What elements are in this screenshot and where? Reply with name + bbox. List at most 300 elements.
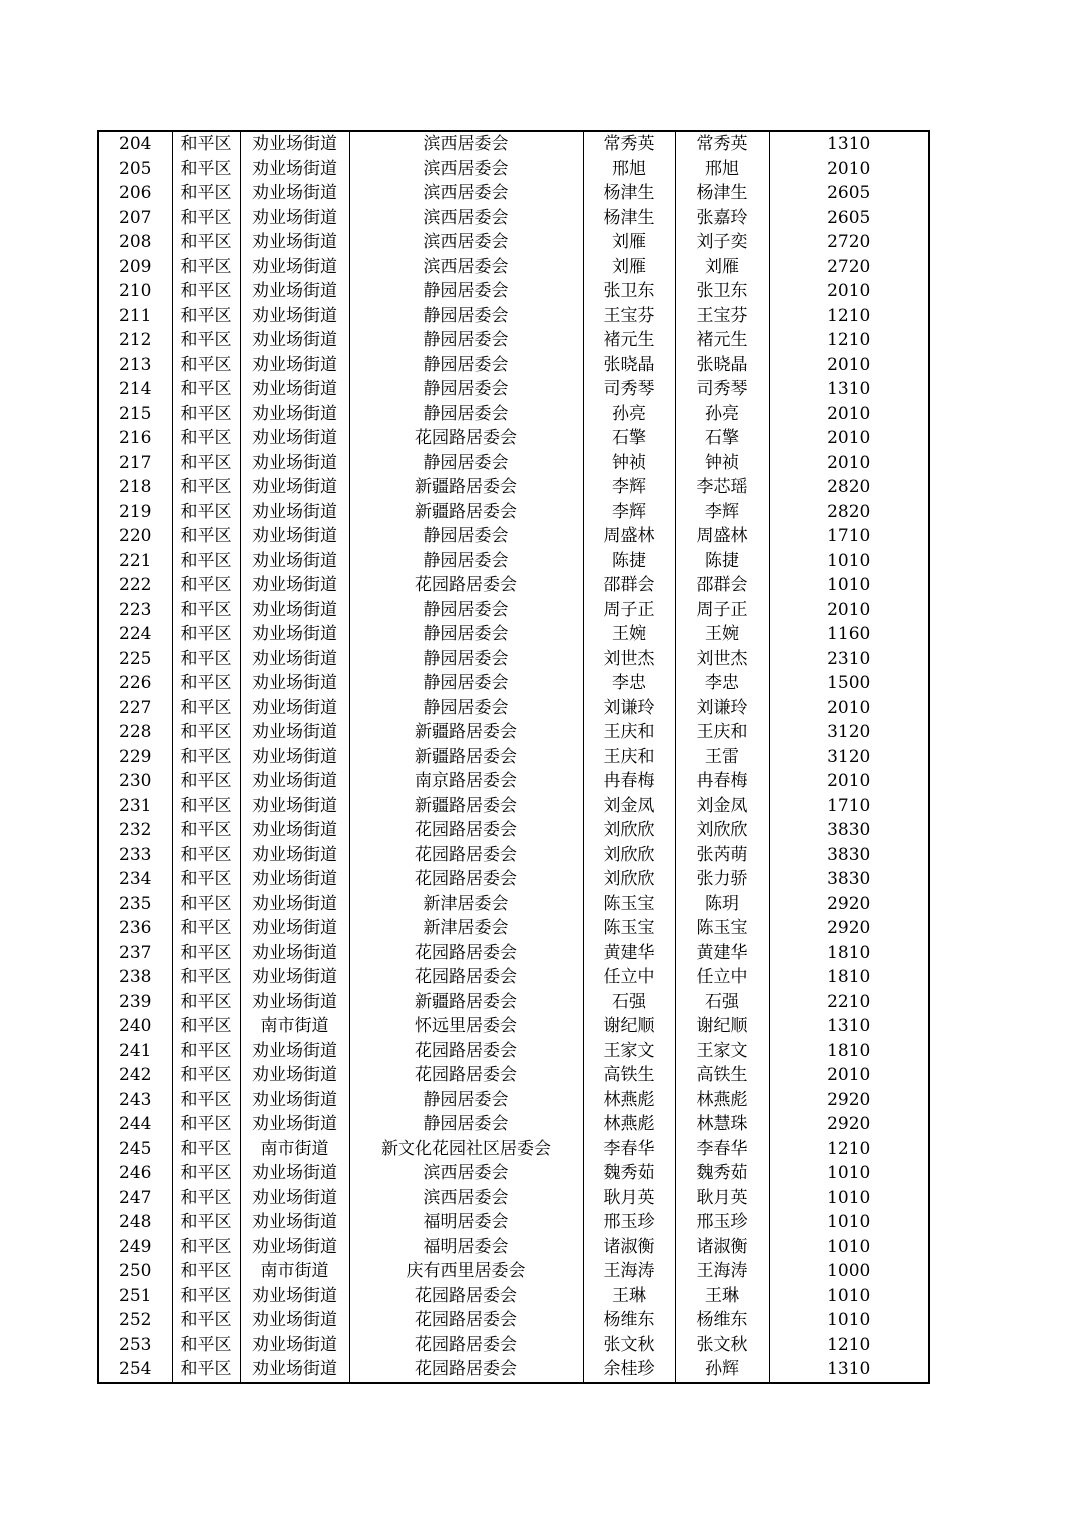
- cell-street: 劝业场街道: [240, 1333, 349, 1358]
- cell-amount: 1810: [769, 941, 929, 966]
- cell-amount: 1710: [769, 524, 929, 549]
- cell-street: 劝业场街道: [240, 402, 349, 427]
- cell-district: 和平区: [172, 131, 240, 157]
- cell-committee: 滨西居委会: [349, 1186, 583, 1211]
- cell-id: 229: [98, 745, 172, 770]
- cell-amount: 3120: [769, 720, 929, 745]
- cell-amount: 1010: [769, 1186, 929, 1211]
- cell-amount: 1000: [769, 1259, 929, 1284]
- cell-street: 劝业场街道: [240, 990, 349, 1015]
- cell-committee: 滨西居委会: [349, 181, 583, 206]
- cell-member: 褚元生: [675, 328, 769, 353]
- table-row: [98, 181, 929, 206]
- cell-member: 冉春梅: [675, 769, 769, 794]
- cell-member: 石擎: [675, 426, 769, 451]
- cell-id: 225: [98, 647, 172, 672]
- table-row: [98, 1357, 929, 1383]
- cell-member: 陈玥: [675, 892, 769, 917]
- cell-street: 劝业场街道: [240, 843, 349, 868]
- table-row: [98, 598, 929, 623]
- cell-id: 241: [98, 1039, 172, 1064]
- cell-district: 和平区: [172, 745, 240, 770]
- cell-street: 劝业场街道: [240, 157, 349, 182]
- cell-household-head: 陈玉宝: [583, 916, 675, 941]
- cell-member: 诸淑衡: [675, 1235, 769, 1260]
- cell-district: 和平区: [172, 720, 240, 745]
- cell-committee: 静园居委会: [349, 671, 583, 696]
- cell-district: 和平区: [172, 818, 240, 843]
- cell-street: 劝业场街道: [240, 916, 349, 941]
- cell-street: 劝业场街道: [240, 181, 349, 206]
- cell-committee: 静园居委会: [349, 1112, 583, 1137]
- table-row: [98, 794, 929, 819]
- cell-id: 240: [98, 1014, 172, 1039]
- cell-member: 张嘉玲: [675, 206, 769, 231]
- cell-committee: 花园路居委会: [349, 1333, 583, 1358]
- cell-street: 劝业场街道: [240, 451, 349, 476]
- cell-member: 黄建华: [675, 941, 769, 966]
- cell-household-head: 任立中: [583, 965, 675, 990]
- cell-committee: 南京路居委会: [349, 769, 583, 794]
- cell-member: 司秀琴: [675, 377, 769, 402]
- cell-street: 劝业场街道: [240, 1357, 349, 1383]
- cell-amount: 1010: [769, 1235, 929, 1260]
- cell-member: 李忠: [675, 671, 769, 696]
- cell-street: 劝业场街道: [240, 1284, 349, 1309]
- cell-district: 和平区: [172, 990, 240, 1015]
- cell-committee: 花园路居委会: [349, 426, 583, 451]
- cell-member: 李春华: [675, 1137, 769, 1162]
- cell-committee: 新疆路居委会: [349, 720, 583, 745]
- cell-committee: 滨西居委会: [349, 255, 583, 280]
- cell-district: 和平区: [172, 622, 240, 647]
- table-row: [98, 1014, 929, 1039]
- cell-amount: 2720: [769, 255, 929, 280]
- table-row: [98, 916, 929, 941]
- cell-household-head: 李辉: [583, 500, 675, 525]
- cell-household-head: 诸淑衡: [583, 1235, 675, 1260]
- cell-household-head: 周盛林: [583, 524, 675, 549]
- cell-district: 和平区: [172, 671, 240, 696]
- cell-member: 常秀英: [675, 131, 769, 157]
- cell-member: 耿月英: [675, 1186, 769, 1211]
- cell-id: 239: [98, 990, 172, 1015]
- cell-household-head: 高铁生: [583, 1063, 675, 1088]
- cell-street: 劝业场街道: [240, 377, 349, 402]
- cell-household-head: 王宝芬: [583, 304, 675, 329]
- cell-id: 238: [98, 965, 172, 990]
- cell-committee: 静园居委会: [349, 353, 583, 378]
- table-body: [98, 131, 929, 1383]
- cell-street: 劝业场街道: [240, 867, 349, 892]
- cell-member: 刘世杰: [675, 647, 769, 672]
- cell-amount: 2010: [769, 426, 929, 451]
- cell-district: 和平区: [172, 1088, 240, 1113]
- cell-committee: 静园居委会: [349, 598, 583, 623]
- cell-committee: 新津居委会: [349, 916, 583, 941]
- table-row: [98, 696, 929, 721]
- cell-amount: 2310: [769, 647, 929, 672]
- cell-id: 230: [98, 769, 172, 794]
- cell-household-head: 余桂珍: [583, 1357, 675, 1383]
- cell-district: 和平区: [172, 794, 240, 819]
- cell-district: 和平区: [172, 524, 240, 549]
- cell-member: 杨维东: [675, 1308, 769, 1333]
- table-row: [98, 1039, 929, 1064]
- cell-committee: 静园居委会: [349, 1088, 583, 1113]
- cell-household-head: 邵群会: [583, 573, 675, 598]
- cell-member: 周盛林: [675, 524, 769, 549]
- cell-committee: 静园居委会: [349, 328, 583, 353]
- cell-street: 劝业场街道: [240, 892, 349, 917]
- cell-district: 和平区: [172, 1161, 240, 1186]
- cell-id: 231: [98, 794, 172, 819]
- cell-id: 236: [98, 916, 172, 941]
- cell-id: 246: [98, 1161, 172, 1186]
- cell-household-head: 刘金凤: [583, 794, 675, 819]
- cell-district: 和平区: [172, 647, 240, 672]
- cell-amount: 1160: [769, 622, 929, 647]
- cell-street: 劝业场街道: [240, 818, 349, 843]
- cell-id: 215: [98, 402, 172, 427]
- cell-street: 劝业场街道: [240, 1063, 349, 1088]
- table-row: [98, 1210, 929, 1235]
- cell-id: 235: [98, 892, 172, 917]
- cell-household-head: 林燕彪: [583, 1112, 675, 1137]
- cell-district: 和平区: [172, 696, 240, 721]
- cell-street: 劝业场街道: [240, 745, 349, 770]
- cell-member: 刘欣欣: [675, 818, 769, 843]
- cell-member: 石强: [675, 990, 769, 1015]
- table-row: [98, 990, 929, 1015]
- cell-amount: 1210: [769, 1137, 929, 1162]
- cell-amount: 2010: [769, 769, 929, 794]
- cell-district: 和平区: [172, 1063, 240, 1088]
- cell-street: 劝业场街道: [240, 230, 349, 255]
- cell-id: 216: [98, 426, 172, 451]
- cell-amount: 3830: [769, 818, 929, 843]
- cell-household-head: 石擎: [583, 426, 675, 451]
- cell-member: 刘雁: [675, 255, 769, 280]
- cell-street: 劝业场街道: [240, 573, 349, 598]
- table-row: [98, 647, 929, 672]
- cell-household-head: 司秀琴: [583, 377, 675, 402]
- cell-street: 劝业场街道: [240, 1039, 349, 1064]
- cell-district: 和平区: [172, 279, 240, 304]
- cell-household-head: 陈捷: [583, 549, 675, 574]
- cell-district: 和平区: [172, 769, 240, 794]
- cell-district: 和平区: [172, 206, 240, 231]
- cell-id: 207: [98, 206, 172, 231]
- cell-district: 和平区: [172, 1235, 240, 1260]
- cell-amount: 1010: [769, 1210, 929, 1235]
- cell-amount: 1310: [769, 1014, 929, 1039]
- cell-household-head: 杨津生: [583, 206, 675, 231]
- cell-member: 王家文: [675, 1039, 769, 1064]
- table-row: [98, 1308, 929, 1333]
- cell-district: 和平区: [172, 965, 240, 990]
- cell-committee: 滨西居委会: [349, 157, 583, 182]
- cell-committee: 滨西居委会: [349, 1161, 583, 1186]
- table-row: [98, 745, 929, 770]
- cell-amount: 2605: [769, 206, 929, 231]
- table-row: [98, 304, 929, 329]
- cell-district: 和平区: [172, 1357, 240, 1383]
- cell-id: 205: [98, 157, 172, 182]
- cell-committee: 新疆路居委会: [349, 794, 583, 819]
- table-row: [98, 206, 929, 231]
- cell-district: 和平区: [172, 573, 240, 598]
- cell-member: 林慧珠: [675, 1112, 769, 1137]
- cell-member: 刘子奕: [675, 230, 769, 255]
- cell-street: 劝业场街道: [240, 279, 349, 304]
- cell-street: 劝业场街道: [240, 622, 349, 647]
- cell-id: 227: [98, 696, 172, 721]
- cell-household-head: 刘欣欣: [583, 818, 675, 843]
- cell-amount: 2010: [769, 696, 929, 721]
- cell-district: 和平区: [172, 892, 240, 917]
- cell-member: 王海涛: [675, 1259, 769, 1284]
- cell-committee: 滨西居委会: [349, 230, 583, 255]
- cell-district: 和平区: [172, 1137, 240, 1162]
- cell-household-head: 李忠: [583, 671, 675, 696]
- cell-street: 劝业场街道: [240, 965, 349, 990]
- cell-committee: 花园路居委会: [349, 965, 583, 990]
- table-row: [98, 1063, 929, 1088]
- cell-member: 魏秀茹: [675, 1161, 769, 1186]
- cell-household-head: 刘欣欣: [583, 867, 675, 892]
- cell-street: 劝业场街道: [240, 794, 349, 819]
- cell-household-head: 李辉: [583, 475, 675, 500]
- cell-street: 劝业场街道: [240, 206, 349, 231]
- cell-member: 孙亮: [675, 402, 769, 427]
- cell-street: 劝业场街道: [240, 720, 349, 745]
- cell-district: 和平区: [172, 1210, 240, 1235]
- cell-household-head: 谢纪顺: [583, 1014, 675, 1039]
- cell-member: 王雷: [675, 745, 769, 770]
- cell-street: 劝业场街道: [240, 647, 349, 672]
- cell-household-head: 刘欣欣: [583, 843, 675, 868]
- cell-household-head: 王海涛: [583, 1259, 675, 1284]
- cell-id: 214: [98, 377, 172, 402]
- cell-street: 劝业场街道: [240, 769, 349, 794]
- cell-member: 邵群会: [675, 573, 769, 598]
- cell-id: 253: [98, 1333, 172, 1358]
- table-row: [98, 131, 929, 157]
- cell-household-head: 杨津生: [583, 181, 675, 206]
- cell-household-head: 王婉: [583, 622, 675, 647]
- cell-committee: 花园路居委会: [349, 1284, 583, 1309]
- cell-amount: 3830: [769, 867, 929, 892]
- cell-committee: 静园居委会: [349, 304, 583, 329]
- cell-member: 王婉: [675, 622, 769, 647]
- cell-amount: 2010: [769, 157, 929, 182]
- cell-household-head: 杨维东: [583, 1308, 675, 1333]
- cell-street: 南市街道: [240, 1137, 349, 1162]
- cell-amount: 1010: [769, 1161, 929, 1186]
- table-row: [98, 328, 929, 353]
- cell-street: 劝业场街道: [240, 500, 349, 525]
- cell-household-head: 刘谦玲: [583, 696, 675, 721]
- cell-district: 和平区: [172, 304, 240, 329]
- cell-district: 和平区: [172, 1308, 240, 1333]
- cell-amount: 1810: [769, 1039, 929, 1064]
- cell-street: 劝业场街道: [240, 353, 349, 378]
- cell-household-head: 冉春梅: [583, 769, 675, 794]
- cell-street: 劝业场街道: [240, 671, 349, 696]
- cell-amount: 1210: [769, 304, 929, 329]
- cell-member: 王宝芬: [675, 304, 769, 329]
- table-row: [98, 279, 929, 304]
- cell-household-head: 林燕彪: [583, 1088, 675, 1113]
- cell-street: 劝业场街道: [240, 1161, 349, 1186]
- cell-id: 237: [98, 941, 172, 966]
- table-row: [98, 451, 929, 476]
- cell-street: 劝业场街道: [240, 131, 349, 157]
- cell-household-head: 常秀英: [583, 131, 675, 157]
- cell-district: 和平区: [172, 328, 240, 353]
- cell-id: 220: [98, 524, 172, 549]
- cell-id: 206: [98, 181, 172, 206]
- cell-district: 和平区: [172, 598, 240, 623]
- cell-member: 钟祯: [675, 451, 769, 476]
- cell-id: 208: [98, 230, 172, 255]
- cell-district: 和平区: [172, 1284, 240, 1309]
- cell-district: 和平区: [172, 475, 240, 500]
- cell-district: 和平区: [172, 181, 240, 206]
- cell-amount: 2010: [769, 598, 929, 623]
- cell-amount: 2920: [769, 1112, 929, 1137]
- cell-committee: 新津居委会: [349, 892, 583, 917]
- table-row: [98, 1284, 929, 1309]
- table-row: [98, 892, 929, 917]
- cell-committee: 静园居委会: [349, 451, 583, 476]
- cell-member: 周子正: [675, 598, 769, 623]
- cell-street: 劝业场街道: [240, 255, 349, 280]
- cell-district: 和平区: [172, 916, 240, 941]
- cell-amount: 1010: [769, 573, 929, 598]
- cell-committee: 花园路居委会: [349, 1039, 583, 1064]
- table-row: [98, 720, 929, 745]
- table-row: [98, 1186, 929, 1211]
- table-row: [98, 524, 929, 549]
- cell-id: 213: [98, 353, 172, 378]
- cell-committee: 静园居委会: [349, 377, 583, 402]
- cell-id: 249: [98, 1235, 172, 1260]
- cell-id: 224: [98, 622, 172, 647]
- table-row: [98, 843, 929, 868]
- cell-amount: 1810: [769, 965, 929, 990]
- cell-amount: 2920: [769, 1088, 929, 1113]
- cell-district: 和平区: [172, 377, 240, 402]
- cell-household-head: 王庆和: [583, 720, 675, 745]
- cell-household-head: 黄建华: [583, 941, 675, 966]
- cell-committee: 花园路居委会: [349, 573, 583, 598]
- cell-member: 谢纪顺: [675, 1014, 769, 1039]
- table-row: [98, 377, 929, 402]
- cell-id: 233: [98, 843, 172, 868]
- cell-member: 陈玉宝: [675, 916, 769, 941]
- cell-household-head: 邢旭: [583, 157, 675, 182]
- cell-member: 张文秋: [675, 1333, 769, 1358]
- cell-street: 劝业场街道: [240, 549, 349, 574]
- cell-district: 和平区: [172, 1186, 240, 1211]
- cell-amount: 2720: [769, 230, 929, 255]
- cell-id: 243: [98, 1088, 172, 1113]
- cell-district: 和平区: [172, 426, 240, 451]
- cell-street: 劝业场街道: [240, 524, 349, 549]
- cell-street: 劝业场街道: [240, 426, 349, 451]
- table-row: [98, 1112, 929, 1137]
- cell-id: 248: [98, 1210, 172, 1235]
- cell-member: 杨津生: [675, 181, 769, 206]
- cell-id: 254: [98, 1357, 172, 1383]
- cell-amount: 1310: [769, 377, 929, 402]
- cell-household-head: 魏秀茹: [583, 1161, 675, 1186]
- cell-amount: 2920: [769, 892, 929, 917]
- table-row: [98, 1333, 929, 1358]
- cell-committee: 静园居委会: [349, 524, 583, 549]
- cell-id: 242: [98, 1063, 172, 1088]
- cell-amount: 2010: [769, 279, 929, 304]
- cell-street: 劝业场街道: [240, 696, 349, 721]
- table-row: [98, 1259, 929, 1284]
- cell-member: 李辉: [675, 500, 769, 525]
- cell-committee: 新文化花园社区居委会: [349, 1137, 583, 1162]
- cell-member: 张芮萌: [675, 843, 769, 868]
- cell-committee: 花园路居委会: [349, 818, 583, 843]
- cell-id: 218: [98, 475, 172, 500]
- cell-committee: 静园居委会: [349, 696, 583, 721]
- data-table: [97, 130, 930, 1384]
- cell-household-head: 邢玉珍: [583, 1210, 675, 1235]
- table-row: [98, 157, 929, 182]
- cell-committee: 静园居委会: [349, 279, 583, 304]
- cell-household-head: 陈玉宝: [583, 892, 675, 917]
- cell-committee: 新疆路居委会: [349, 990, 583, 1015]
- cell-household-head: 刘世杰: [583, 647, 675, 672]
- cell-street: 劝业场街道: [240, 1186, 349, 1211]
- cell-committee: 怀远里居委会: [349, 1014, 583, 1039]
- cell-amount: 1310: [769, 1357, 929, 1383]
- cell-id: 226: [98, 671, 172, 696]
- cell-district: 和平区: [172, 255, 240, 280]
- table-row: [98, 402, 929, 427]
- cell-committee: 福明居委会: [349, 1235, 583, 1260]
- cell-district: 和平区: [172, 1259, 240, 1284]
- cell-district: 和平区: [172, 843, 240, 868]
- cell-id: 204: [98, 131, 172, 157]
- cell-id: 211: [98, 304, 172, 329]
- cell-id: 222: [98, 573, 172, 598]
- cell-amount: 1010: [769, 1308, 929, 1333]
- cell-street: 劝业场街道: [240, 941, 349, 966]
- cell-id: 209: [98, 255, 172, 280]
- table-row: [98, 867, 929, 892]
- cell-committee: 花园路居委会: [349, 1063, 583, 1088]
- cell-household-head: 王家文: [583, 1039, 675, 1064]
- cell-member: 张晓晶: [675, 353, 769, 378]
- cell-household-head: 孙亮: [583, 402, 675, 427]
- cell-street: 劝业场街道: [240, 1112, 349, 1137]
- cell-district: 和平区: [172, 941, 240, 966]
- table-row: [98, 1137, 929, 1162]
- cell-household-head: 李春华: [583, 1137, 675, 1162]
- table-row: [98, 475, 929, 500]
- table-row: [98, 1088, 929, 1113]
- cell-amount: 2605: [769, 181, 929, 206]
- cell-district: 和平区: [172, 1112, 240, 1137]
